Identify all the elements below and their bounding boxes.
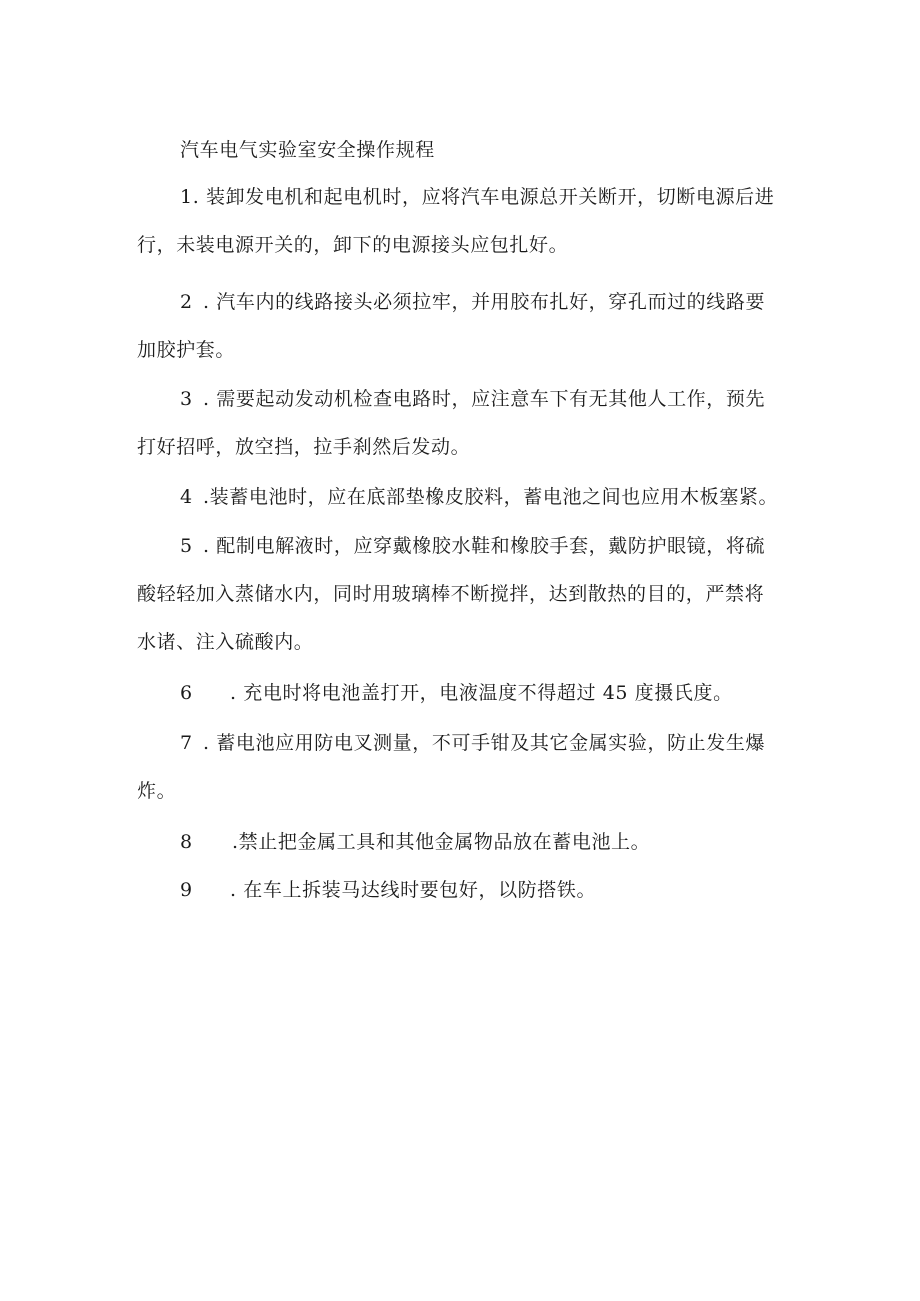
item-1-line-2: 行，未装电源开关的，卸下的电源接头应包扎好。 [137, 234, 569, 256]
item-5-line-2: 酸轻轻加入蒸储水内，同时用玻璃棒不断搅拌，达到散热的目的，严禁将 [137, 583, 765, 605]
document-title: 汽车电气实验室安全操作规程 [180, 139, 435, 161]
item-3-line-2: 打好招呼，放空挡，拉手刹然后发动。 [137, 436, 471, 458]
item-8-number: 8 [180, 831, 193, 853]
item-2-line-2: 加胶护套。 [137, 339, 236, 361]
item-9-line-1: . 在车上拆装马达线时要包好，以防搭铁。 [230, 879, 597, 901]
item-3-line-1: . 需要起动发动机检查电路时，应注意车下有无其他人工作，预先 [203, 388, 766, 410]
item-5-number: 5 [180, 535, 193, 557]
item-7-number: 7 [180, 732, 193, 754]
item-1-line-1: 1. 装卸发电机和起电机时，应将汽车电源总开关断开，切断电源后进 [180, 186, 775, 208]
item-7-line-1: . 蓄电池应用防电叉测量，不可手钳及其它金属实验，防止发生爆 [203, 732, 766, 754]
item-8-line-1: .禁止把金属工具和其他金属物品放在蓄电池上。 [232, 831, 651, 853]
item-3-number: 3 [180, 388, 193, 410]
item-2-number: 2 [180, 291, 193, 313]
item-4-line-1: .装蓄电池时，应在底部垫橡皮胶料，蓄电池之间也应用木板塞紧。 [203, 486, 779, 508]
item-4-number: 4 [180, 486, 193, 508]
item-5-line-1: . 配制电解液时，应穿戴橡胶水鞋和橡胶手套，戴防护眼镜，将硫 [203, 535, 766, 557]
item-5-line-3: 水诸、注入硫酸内。 [137, 631, 314, 653]
item-2-line-1: . 汽车内的线路接头必须拉牢，并用胶布扎好，穿孔而过的线路要 [203, 291, 766, 313]
item-6-line-1: . 充电时将电池盖打开，电液温度不得超过 45 度摄氏度。 [230, 682, 733, 704]
item-7-line-2: 炸。 [137, 780, 177, 802]
item-9-number: 9 [180, 879, 193, 901]
item-6-number: 6 [180, 682, 193, 704]
